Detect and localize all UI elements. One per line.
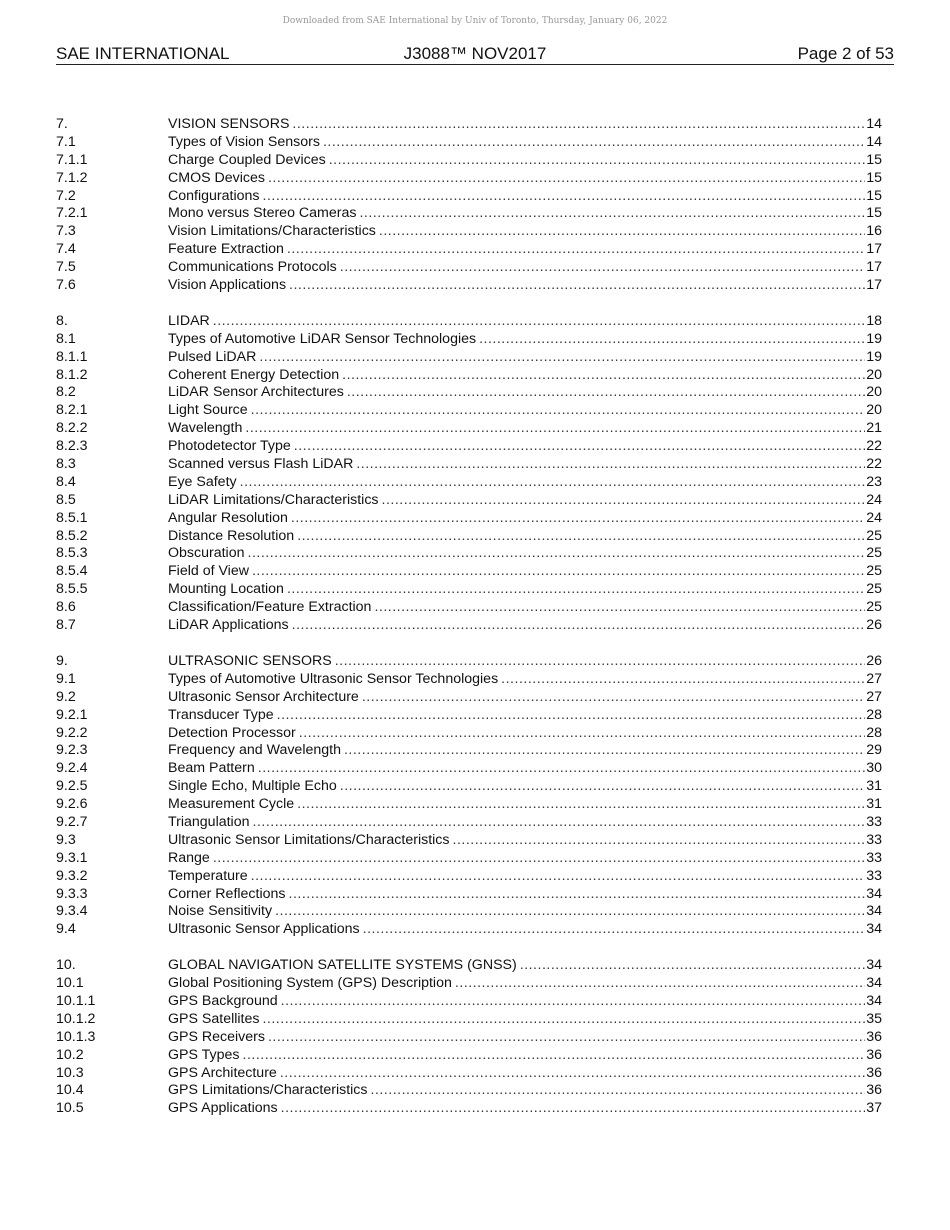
toc-entry-number: 7.4 <box>56 241 76 258</box>
toc-entry-page: 22 <box>866 456 882 473</box>
toc-entry[interactable] <box>56 653 882 671</box>
dot-leader <box>248 545 866 563</box>
toc-entry-number: 10.1.1 <box>56 992 96 1009</box>
toc-entry-title: GLOBAL NAVIGATION SATELLITE SYSTEMS (GNSS) <box>168 957 517 974</box>
toc-entry-page: 14 <box>866 116 882 132</box>
toc-entry-title: Pulsed LiDAR <box>168 348 257 365</box>
toc-entry-number: 8. <box>56 312 68 329</box>
toc-entry[interactable] <box>56 742 882 760</box>
toc-entry[interactable] <box>56 921 882 939</box>
dot-leader <box>356 456 865 474</box>
dot-leader <box>455 975 865 993</box>
dot-leader <box>262 1011 865 1029</box>
toc-entry-title: Types of Automotive Ultrasonic Sensor Technologies <box>168 670 499 687</box>
toc-entry-page: 36 <box>866 1046 882 1063</box>
toc-entry[interactable] <box>56 331 882 349</box>
toc-entry[interactable] <box>56 1029 882 1047</box>
toc-entry[interactable] <box>56 993 882 1011</box>
toc-entry-number: 10.1.2 <box>56 1010 96 1027</box>
toc-entry-page: 28 <box>866 706 882 723</box>
toc-entry-page: 17 <box>866 241 882 258</box>
toc-entry-page: 34 <box>866 921 882 938</box>
toc-entry-number: 9.4 <box>56 921 76 938</box>
toc-entry-number: 8.2.2 <box>56 420 88 437</box>
toc-entry-title: Classification/Feature Extraction <box>168 599 372 616</box>
toc-section <box>56 116 882 295</box>
toc-entry-page: 25 <box>866 599 882 616</box>
toc-entry-number: 7.6 <box>56 277 76 294</box>
toc-entry-page: 15 <box>866 187 882 204</box>
toc-entry-number: 10.1 <box>56 975 84 992</box>
toc-entry-title: Distance Resolution <box>168 527 295 544</box>
toc-entry-page: 25 <box>866 563 882 580</box>
toc-entry-page: 18 <box>866 312 882 329</box>
toc-entry-page: 29 <box>866 742 882 759</box>
toc-entry[interactable] <box>56 581 882 599</box>
toc-entry-page: 34 <box>866 885 882 902</box>
toc-entry-number: 9.2.7 <box>56 813 88 830</box>
toc-entry-page: 34 <box>866 992 882 1009</box>
toc-entry[interactable] <box>56 689 882 707</box>
toc-entry-title: Corner Reflections <box>168 885 286 902</box>
toc-entry[interactable] <box>56 1065 882 1083</box>
toc-entry-page: 24 <box>866 509 882 526</box>
toc-entry-number: 8.5.5 <box>56 581 88 598</box>
toc-entry[interactable] <box>56 492 882 510</box>
toc-entry-number: 10.5 <box>56 1100 84 1117</box>
toc-entry-page: 20 <box>866 366 882 383</box>
toc-entry-number: 7.1.2 <box>56 169 88 186</box>
dot-leader <box>340 778 865 796</box>
toc-entry-number: 9.3.4 <box>56 903 88 920</box>
toc-entry[interactable] <box>56 725 882 743</box>
toc-entry[interactable] <box>56 277 882 295</box>
toc-entry-title: Single Echo, Multiple Echo <box>168 778 337 795</box>
toc-entry-page: 19 <box>866 348 882 365</box>
toc-entry-title: GPS Limitations/Characteristics <box>168 1082 368 1099</box>
toc-entry-number: 9.2.3 <box>56 742 88 759</box>
toc-entry-page: 33 <box>866 867 882 884</box>
toc-entry-title: VISION SENSORS <box>168 116 290 132</box>
dot-leader <box>335 653 866 671</box>
toc-entry-title: Eye Safety <box>168 473 237 490</box>
toc-entry-number: 10. <box>56 957 76 974</box>
dot-leader <box>342 367 865 385</box>
toc-entry[interactable] <box>56 796 882 814</box>
dot-leader <box>281 1100 866 1118</box>
toc-entry-page: 17 <box>866 277 882 294</box>
toc-entry-title: Feature Extraction <box>168 241 284 258</box>
dot-leader <box>253 814 866 832</box>
toc-entry[interactable] <box>56 599 882 617</box>
dot-leader <box>213 850 865 868</box>
toc-entry-page: 25 <box>866 581 882 598</box>
toc-entry-number: 9.3.2 <box>56 867 88 884</box>
toc-entry-number: 8.2 <box>56 384 76 401</box>
dot-leader <box>292 617 866 635</box>
dot-leader <box>299 725 865 743</box>
toc-entry-title: Light Source <box>168 402 248 419</box>
toc-entry[interactable] <box>56 313 882 331</box>
toc-entry-number: 8.6 <box>56 599 76 616</box>
toc-entry-number: 8.2.3 <box>56 438 88 455</box>
toc-entry-number: 9.3.1 <box>56 849 88 866</box>
toc-entry-title: Frequency and Wavelength <box>168 742 341 759</box>
dot-leader <box>268 1029 865 1047</box>
toc-entry-title: GPS Satellites <box>168 1010 260 1027</box>
toc-entry[interactable] <box>56 223 882 241</box>
toc-entry[interactable] <box>56 868 882 886</box>
dot-leader <box>277 707 866 725</box>
toc-entry[interactable] <box>56 886 882 904</box>
toc-entry-title: Angular Resolution <box>168 509 288 526</box>
toc-entry-title: Field of View <box>168 563 249 580</box>
toc-entry[interactable] <box>56 760 882 778</box>
dot-leader <box>297 528 865 546</box>
toc-entry-title: Transducer Type <box>168 706 274 723</box>
toc-entry-title: LiDAR Limitations/Characteristics <box>168 491 379 508</box>
toc-entry-title: CMOS Devices <box>168 169 265 186</box>
toc-entry-title: Types of Vision Sensors <box>168 133 320 150</box>
toc-entry-number: 8.5.4 <box>56 563 88 580</box>
dot-leader <box>259 349 865 367</box>
toc-entry-number: 7.2 <box>56 187 76 204</box>
page-header <box>56 44 894 65</box>
toc-entry-number: 7.5 <box>56 259 76 276</box>
toc-entry-page: 22 <box>866 438 882 455</box>
dot-leader <box>479 331 865 349</box>
dot-leader <box>281 993 866 1011</box>
toc-entry[interactable] <box>56 671 882 689</box>
dot-leader <box>287 581 865 599</box>
toc-entry-title: ULTRASONIC SENSORS <box>168 652 332 669</box>
toc-entry[interactable] <box>56 402 882 420</box>
dot-leader <box>382 492 866 510</box>
toc-entry-number: 9.3.3 <box>56 885 88 902</box>
toc-entry[interactable] <box>56 957 882 975</box>
toc-entry-page: 15 <box>866 151 882 168</box>
toc-entry[interactable] <box>56 438 882 456</box>
toc-entry-title: Detection Processor <box>168 724 296 741</box>
toc-entry-page: 25 <box>866 527 882 544</box>
toc-entry[interactable] <box>56 850 882 868</box>
toc-entry[interactable] <box>56 1011 882 1029</box>
toc-entry[interactable] <box>56 170 882 188</box>
dot-leader <box>280 1065 865 1083</box>
toc-entry-page: 33 <box>866 849 882 866</box>
header-document-id: J3088™ NOV2017 <box>403 44 547 63</box>
toc-entry[interactable] <box>56 545 882 563</box>
toc-entry-title: Noise Sensitivity <box>168 903 273 920</box>
dot-leader <box>292 116 865 134</box>
toc-entry-page: 24 <box>866 491 882 508</box>
toc-entry[interactable] <box>56 349 882 367</box>
toc-entry-number: 8.5 <box>56 491 76 508</box>
toc-entry-page: 27 <box>866 670 882 687</box>
toc-entry[interactable] <box>56 707 882 725</box>
toc-entry-title: GPS Architecture <box>168 1064 277 1081</box>
toc-entry-page: 26 <box>866 652 882 669</box>
toc-entry-title: Scanned versus Flash LiDAR <box>168 456 354 473</box>
dot-leader <box>370 1082 865 1100</box>
toc-entry-page: 31 <box>866 796 882 813</box>
toc-entry-title: Charge Coupled Devices <box>168 151 326 168</box>
dot-leader <box>344 742 865 760</box>
toc-entry-page: 20 <box>866 402 882 419</box>
toc-entry-title: Triangulation <box>168 813 250 830</box>
dot-leader <box>520 957 865 975</box>
toc-entry-number: 7.1.1 <box>56 151 88 168</box>
dot-leader <box>263 188 866 206</box>
toc-entry-number: 9.2.1 <box>56 706 88 723</box>
toc-entry-title: Global Positioning System (GPS) Description <box>168 975 452 992</box>
toc-entry-title: Temperature <box>168 867 248 884</box>
toc-entry-title: Configurations <box>168 187 260 204</box>
toc-entry-page: 23 <box>866 473 882 490</box>
toc-entry-number: 8.4 <box>56 473 76 490</box>
toc-entry-page: 33 <box>866 831 882 848</box>
toc-entry-title: Wavelength <box>168 420 243 437</box>
toc-entry-title: Ultrasonic Sensor Architecture <box>168 688 359 705</box>
toc-entry-page: 16 <box>866 223 882 240</box>
toc-entry[interactable] <box>56 814 882 832</box>
toc-entry[interactable] <box>56 134 882 152</box>
toc-entry[interactable] <box>56 241 882 259</box>
dot-leader <box>240 474 866 492</box>
toc-entry-title: Vision Applications <box>168 277 287 294</box>
toc-section <box>56 313 882 635</box>
toc-entry-number: 8.5.3 <box>56 545 88 562</box>
toc-entry-title: Ultrasonic Sensor Limitations/Characteristics <box>168 831 450 848</box>
toc-entry-page: 34 <box>866 975 882 992</box>
toc-entry-page: 27 <box>866 688 882 705</box>
toc-entry[interactable] <box>56 975 882 993</box>
dot-leader <box>287 241 865 259</box>
toc-entry-title: Coherent Energy Detection <box>168 366 340 383</box>
toc-entry[interactable] <box>56 528 882 546</box>
toc-entry-page: 36 <box>866 1028 882 1045</box>
toc-entry-title: LiDAR Applications <box>168 617 289 634</box>
toc-entry[interactable] <box>56 188 882 206</box>
dot-leader <box>453 832 866 850</box>
header-organization: SAE INTERNATIONAL <box>56 44 230 63</box>
toc-entry-number: 9.2.2 <box>56 724 88 741</box>
toc-entry-page: 28 <box>866 724 882 741</box>
toc-entry-title: LIDAR <box>168 312 210 329</box>
dot-leader <box>323 134 865 152</box>
toc-entry[interactable] <box>56 510 882 528</box>
toc-entry[interactable] <box>56 456 882 474</box>
toc-entry-page: 19 <box>866 330 882 347</box>
toc-section <box>56 653 882 939</box>
dot-leader <box>252 563 865 581</box>
toc-entry[interactable] <box>56 259 882 277</box>
toc-entry[interactable] <box>56 1082 882 1100</box>
toc-entry-number: 8.1 <box>56 330 76 347</box>
toc-section <box>56 957 882 1118</box>
toc-entry-title: Beam Pattern <box>168 760 255 777</box>
toc-entry[interactable] <box>56 617 882 635</box>
toc-entry-page: 36 <box>866 1082 882 1099</box>
toc-entry-number: 10.3 <box>56 1064 84 1081</box>
dot-leader <box>291 510 865 528</box>
dot-leader <box>213 313 865 331</box>
table-of-contents <box>56 116 882 1136</box>
toc-entry[interactable] <box>56 205 882 223</box>
header-page-number: Page 2 of 53 <box>797 44 894 63</box>
toc-entry-number: 9.2.6 <box>56 796 88 813</box>
toc-entry[interactable] <box>56 1047 882 1065</box>
toc-entry-page: 25 <box>866 545 882 562</box>
dot-leader <box>329 152 865 170</box>
toc-entry-number: 7.2.1 <box>56 205 88 222</box>
toc-entry-page: 37 <box>866 1100 882 1117</box>
toc-entry-number: 8.2.1 <box>56 402 88 419</box>
dot-leader <box>347 384 865 402</box>
toc-entry[interactable] <box>56 832 882 850</box>
toc-entry-number: 8.5.1 <box>56 509 88 526</box>
toc-entry-number: 9.1 <box>56 670 76 687</box>
dot-leader <box>374 599 865 617</box>
toc-entry-title: Communications Protocols <box>168 259 337 276</box>
dot-leader <box>294 438 865 456</box>
toc-entry[interactable] <box>56 367 882 385</box>
dot-leader <box>501 671 865 689</box>
toc-entry-number: 9.2.5 <box>56 778 88 795</box>
toc-entry[interactable] <box>56 474 882 492</box>
toc-entry-page: 30 <box>866 760 882 777</box>
toc-entry-title: GPS Applications <box>168 1100 278 1117</box>
dot-leader <box>363 921 866 939</box>
toc-entry-number: 9. <box>56 652 68 669</box>
toc-entry[interactable] <box>56 1100 882 1118</box>
toc-entry-title: Ultrasonic Sensor Applications <box>168 921 360 938</box>
toc-entry[interactable] <box>56 903 882 921</box>
toc-entry-title: Obscuration <box>168 545 245 562</box>
toc-entry-page: 14 <box>866 133 882 150</box>
toc-entry-title: LiDAR Sensor Architectures <box>168 384 344 401</box>
toc-entry-number: 7.3 <box>56 223 76 240</box>
toc-entry[interactable] <box>56 563 882 581</box>
toc-entry-page: 33 <box>866 813 882 830</box>
dot-leader <box>289 277 865 295</box>
download-watermark: Downloaded from SAE International by Univ of Toronto, Thursday, January 06, 2022 <box>282 16 668 26</box>
dot-leader <box>297 796 865 814</box>
toc-entry-title: Vision Limitations/Characteristics <box>168 223 376 240</box>
toc-entry-title: Mounting Location <box>168 581 284 598</box>
toc-entry-number: 8.1.1 <box>56 348 88 365</box>
toc-entry-page: 15 <box>866 205 882 222</box>
toc-entry-title: Range <box>168 849 210 866</box>
toc-entry-number: 8.3 <box>56 456 76 473</box>
toc-entry-title: Types of Automotive LiDAR Sensor Technologies <box>168 330 477 347</box>
dot-leader <box>245 420 865 438</box>
dot-leader <box>251 868 866 886</box>
toc-entry[interactable] <box>56 420 882 438</box>
toc-entry-number: 10.1.3 <box>56 1028 96 1045</box>
dot-leader <box>275 903 865 921</box>
dot-leader <box>362 689 865 707</box>
toc-entry-page: 34 <box>866 903 882 920</box>
toc-entry-page: 35 <box>866 1010 882 1027</box>
toc-entry-number: 7. <box>56 116 68 132</box>
toc-entry-page: 15 <box>866 169 882 186</box>
toc-entry-number: 7.1 <box>56 133 76 150</box>
toc-entry-number: 9.3 <box>56 831 76 848</box>
toc-entry-title: Mono versus Stereo Cameras <box>168 205 357 222</box>
toc-entry-title: GPS Background <box>168 992 278 1009</box>
toc-entry-page: 17 <box>866 259 882 276</box>
dot-leader <box>251 402 866 420</box>
dot-leader <box>268 170 865 188</box>
toc-entry-title: Measurement Cycle <box>168 796 295 813</box>
toc-entry[interactable] <box>56 384 882 402</box>
toc-entry-title: Photodetector Type <box>168 438 291 455</box>
toc-entry-number: 9.2.4 <box>56 760 88 777</box>
toc-entry[interactable] <box>56 116 882 134</box>
toc-entry-page: 34 <box>866 957 882 974</box>
dot-leader <box>243 1047 866 1065</box>
dot-leader <box>359 205 865 223</box>
toc-entry-title: GPS Receivers <box>168 1028 265 1045</box>
toc-entry[interactable] <box>56 152 882 170</box>
toc-entry-number: 8.7 <box>56 617 76 634</box>
toc-entry-number: 9.2 <box>56 688 76 705</box>
toc-entry-page: 36 <box>866 1064 882 1081</box>
toc-entry-number: 8.5.2 <box>56 527 88 544</box>
dot-leader <box>289 886 866 904</box>
dot-leader <box>340 259 865 277</box>
toc-entry[interactable] <box>56 778 882 796</box>
toc-entry-title: GPS Types <box>168 1046 240 1063</box>
toc-entry-page: 20 <box>866 384 882 401</box>
dot-leader <box>379 223 865 241</box>
toc-entry-number: 10.4 <box>56 1082 84 1099</box>
toc-entry-page: 26 <box>866 617 882 634</box>
dot-leader <box>258 760 865 778</box>
toc-entry-number: 8.1.2 <box>56 366 88 383</box>
toc-entry-page: 31 <box>866 778 882 795</box>
toc-entry-page: 21 <box>866 420 882 437</box>
toc-entry-number: 10.2 <box>56 1046 84 1063</box>
